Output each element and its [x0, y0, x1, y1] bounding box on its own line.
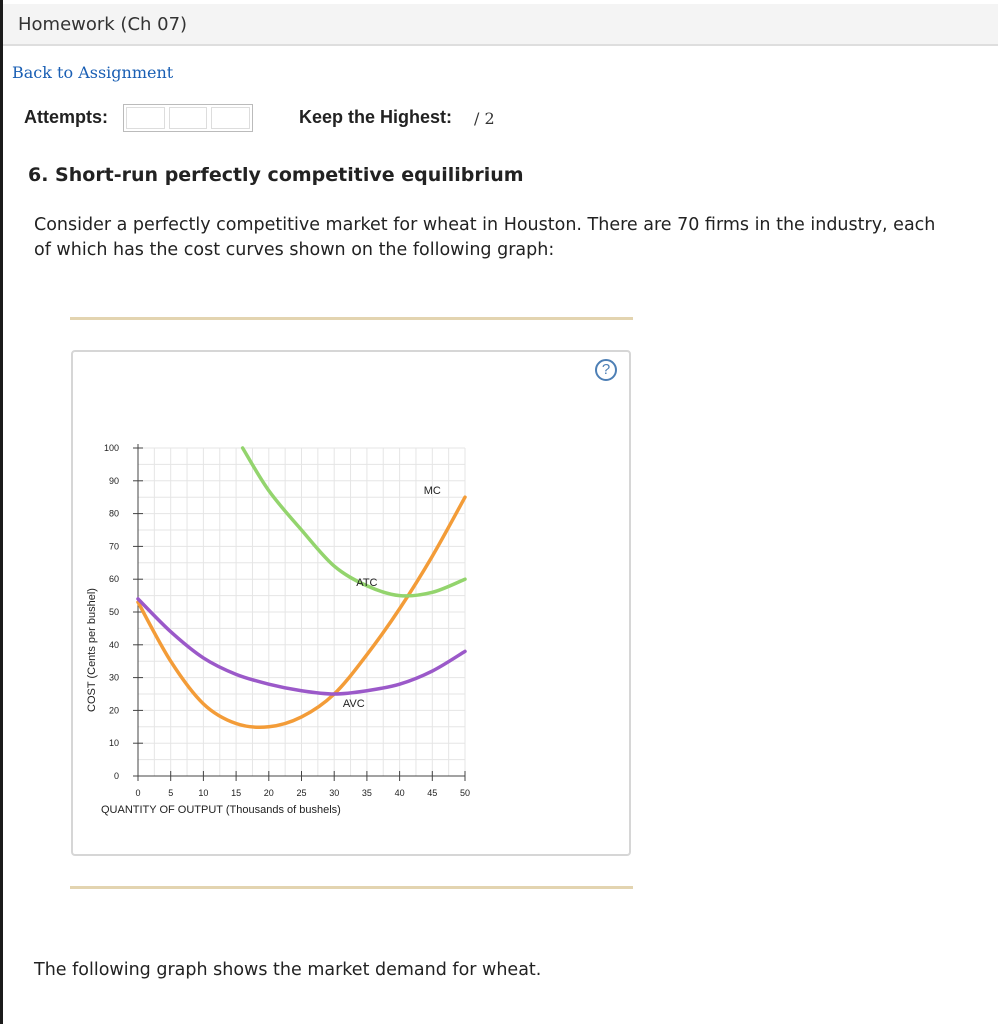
x-tick-label: 50: [459, 788, 471, 798]
y-tick-label: 30: [108, 672, 119, 683]
help-icon[interactable]: ?: [595, 359, 617, 381]
x-tick-label: 15: [231, 788, 242, 798]
score-value: / 2: [474, 109, 495, 128]
x-tick-label: 10: [198, 788, 209, 798]
question-title: 6. Short-run perfectly competitive equilibrium: [28, 164, 524, 186]
atc-label: ATC: [356, 576, 378, 589]
y-tick-label: 10: [108, 738, 119, 749]
keep-highest-label: Keep the Highest:: [299, 107, 453, 127]
attempts-label: Attempts:: [24, 107, 108, 127]
x-tick-label: 25: [296, 788, 307, 798]
page-title: Homework (Ch 07): [18, 14, 188, 35]
demand-intro-text: The following graph shows the market demand for wheat.: [34, 960, 542, 980]
x-tick-label: 5: [168, 788, 174, 798]
y-tick-label: 40: [108, 639, 119, 650]
y-tick-label: 60: [108, 574, 119, 585]
y-tick-label: 100: [103, 443, 119, 453]
x-axis-label: QUANTITY OF OUTPUT (Thousands of bushels): [101, 804, 341, 816]
atc-curve: [243, 448, 465, 596]
y-tick-label: 70: [108, 541, 119, 552]
x-tick-label: 35: [361, 788, 372, 798]
x-tick-label: 45: [427, 788, 438, 798]
x-tick-label: 20: [263, 788, 274, 798]
y-tick-label: 50: [108, 607, 119, 617]
x-tick-label: 40: [394, 788, 405, 798]
question-body: Consider a perfectly competitive market for wheat in Houston. There are 70 firms in the industry, each of which has the cost curves shown on the following graph:: [34, 215, 936, 260]
back-to-assignment-link[interactable]: Back to Assignment: [12, 63, 174, 82]
mc-label: MC: [423, 484, 441, 497]
x-tick-label: 30: [329, 788, 340, 798]
y-tick-label: 90: [108, 475, 119, 486]
y-tick-label: 0: [113, 771, 119, 781]
avc-label: AVC: [342, 698, 365, 711]
x-tick-label: 0: [135, 788, 141, 798]
divider-bottom: [70, 886, 633, 889]
y-tick-label: 80: [108, 508, 119, 519]
y-tick-label: 20: [108, 705, 119, 716]
y-axis-label: COST (Cents per bushel): [86, 588, 98, 712]
